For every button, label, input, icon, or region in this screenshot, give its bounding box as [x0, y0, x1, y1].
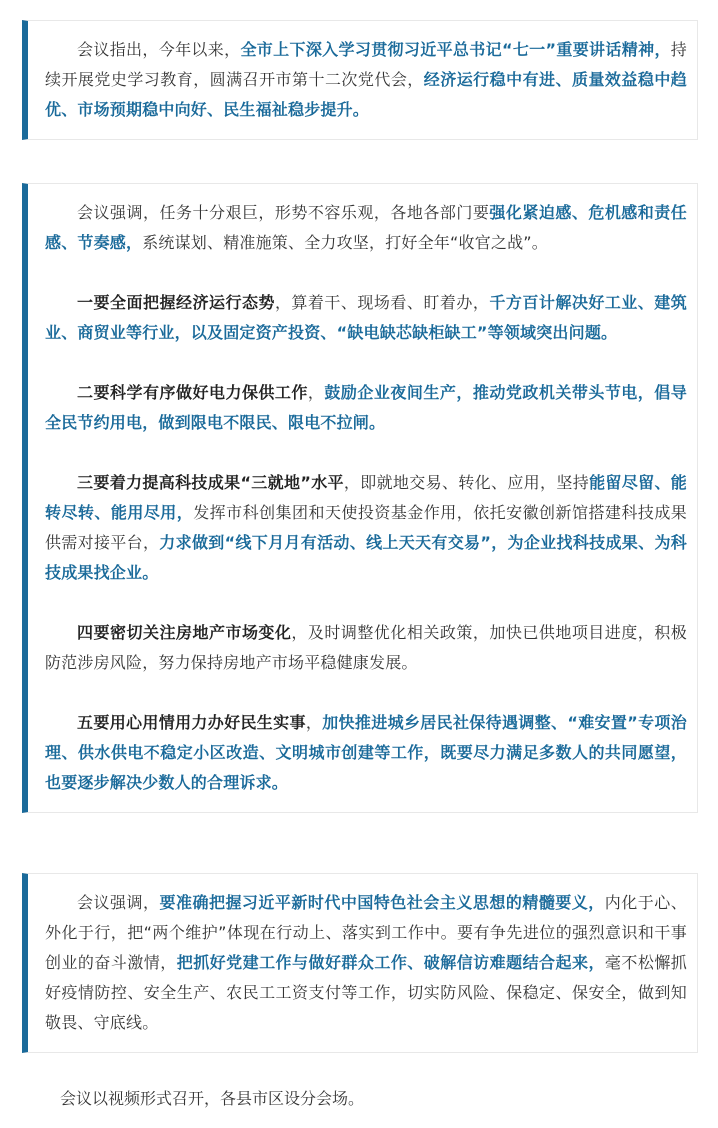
text-run: 会议指出，今年以来， — [77, 40, 241, 59]
text-run: 发挥市科创集团和天使投资基金作用，依托安徽创新馆搭建科技成果供需对接平台， — [45, 503, 687, 552]
footer-note: 会议以视频形式召开，各县市区设分会场。 — [60, 1089, 365, 1108]
bold-run: 一要全面把握经济运行态势 — [77, 293, 275, 312]
highlight-run: 把抓好党建工作与做好群众工作、破解信访难题结合起来， — [176, 953, 605, 972]
requirements-card — [22, 873, 698, 1053]
highlight-run: 鼓励企业夜间生产，推动党政机关带头节电，倡导全民节约用电，做到限电不限民、限电不拉闸。 — [45, 383, 687, 432]
text-run: ，算着干、现场看、盯着办， — [274, 293, 490, 312]
bold-run: 二要科学有序做好电力保供工作 — [77, 383, 308, 402]
text-run: 会议强调，任务十分艰巨，形势不容乐观，各地各部门要 — [77, 203, 490, 222]
paragraph — [45, 198, 687, 258]
text-run: 会议强调， — [77, 893, 160, 912]
text-run: ， — [307, 383, 325, 402]
paragraph — [45, 708, 687, 798]
text-run: 内化于心、外化于行，把“两个维护”体现在行动上、落实到工作中。要有争先进位的强烈意识和干事创业的奋斗激情， — [45, 893, 687, 972]
text-run: 持续开展党史学习教育，圆满召开市第十二次党代会， — [45, 40, 687, 89]
text-run: 毫不松懈抓好疫情防控、安全生产、农民工工资支付等工作，切实防风险、保稳定、保安全，做到知敬畏、守底线。 — [45, 953, 687, 1032]
text-run: ，及时调整优化相关政策，加快已供地项目进度，积极防范涉房风险，努力保持房地产市场平稳健康发展。 — [45, 623, 687, 672]
highlight-run: 要准确把握习近平新时代中国特色社会主义思想的精髓要义， — [159, 893, 605, 912]
text-run: 系统谋划、精准施策、全力攻坚，打好全年“收官之战”。 — [142, 233, 548, 252]
highlight-run: 力求做到“线下月月有活动、线上天天有交易”，为企业找科技成果、为科技成果找企业。 — [45, 533, 687, 582]
summary-card — [22, 20, 698, 140]
bold-run: 四要密切关注房地产市场变化 — [77, 623, 292, 642]
highlight-run: 加快推进城乡居民社保待遇调整、“难安置”专项治理、供水供电不稳定小区改造、文明城市创建等工作，既要尽力满足多数人的共同愿望，也要逐步解决少数人的合理诉求。 — [45, 713, 687, 792]
text-run: ，即就地交易、转化、应用，坚持 — [343, 473, 590, 492]
paragraph — [45, 288, 687, 348]
paragraph — [45, 378, 687, 438]
bold-run: 五要用心用情用力办好民生实事 — [77, 713, 306, 732]
highlight-run: 全市上下深入学习贯彻习近平总书记“七一”重要讲话精神， — [240, 40, 671, 59]
highlight-run: 千方百计解决好工业、建筑业、商贸业等行业，以及固定资产投资、“缺电缺芯缺柜缺工”等领域突出问题。 — [45, 293, 687, 342]
text-run: ， — [305, 713, 323, 732]
paragraph — [45, 35, 687, 125]
paragraph — [45, 618, 687, 678]
bold-run: 三要着力提高科技成果“三就地”水平 — [77, 473, 344, 492]
highlight-run: 经济运行稳中有进、质量效益稳中趋优、市场预期稳中向好、民生福祉稳步提升。 — [45, 70, 688, 119]
highlight-run: 强化紧迫感、危机感和责任感、节奏感， — [45, 203, 687, 252]
paragraph — [45, 888, 687, 1038]
tasks-card — [22, 183, 698, 813]
highlight-run: 能留尽留、能转尽转、能用尽用， — [45, 473, 687, 522]
paragraph — [45, 468, 687, 588]
